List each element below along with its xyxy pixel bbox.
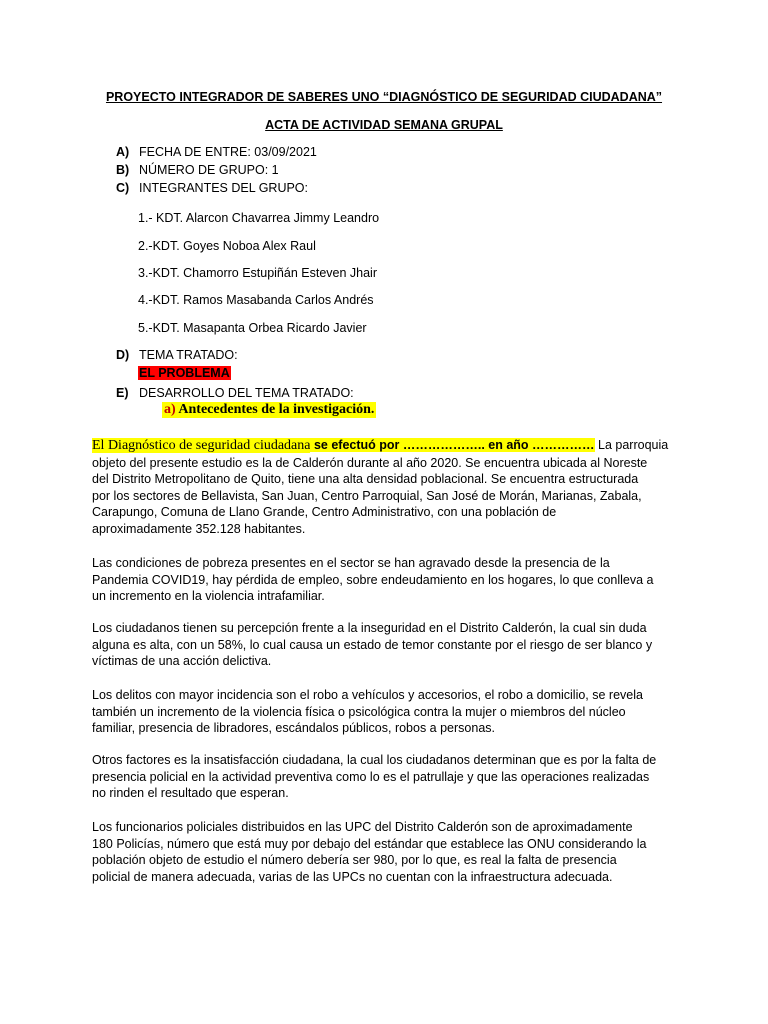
intro-lead-serif: El Diagnóstico de seguridad ciudadana: [92, 438, 311, 453]
member-item: 3.-KDT. Chamorro Estupiñán Esteven Jhair: [138, 266, 377, 280]
paragraph-line: policial de manera adecuada, varias de las UPCs no cuentan con la infraestructura adecuada.: [92, 869, 613, 884]
paragraph-line: víctimas de una acción delictiva.: [92, 654, 272, 668]
field-letter-c: C): [116, 181, 130, 195]
paragraph-line: población objeto de estudio el número debería ser 980, por lo que, es real la falta de presencia: [92, 853, 617, 867]
body-paragraph: [92, 555, 675, 605]
paragraph-line: familiar, presencia de libradores, escándalos públicos, robos a personas.: [92, 721, 496, 735]
subsection-title: Antecedentes de la investigación.: [178, 402, 375, 417]
intro-lead-bold: se efectuó por ……………….. en año ……………: [310, 438, 595, 452]
paragraph-line: 180 Policías, número que está muy por debajo del estándar que establece las ONU considerando la: [92, 836, 647, 851]
field-letter-e: E): [116, 386, 129, 400]
body-paragraph: [92, 687, 675, 737]
paragraph-line: Los ciudadanos tienen su percepción frente a la inseguridad en el Distrito Calderón, la cual sin duda: [92, 621, 647, 635]
field-letter-d: D): [116, 348, 130, 362]
intro-line: del Distrito Metropolitano de Quito, tiene una alta densidad poblacional. Se encuentra estructurada: [92, 472, 639, 486]
topic-value: EL PROBLEMA: [139, 366, 230, 380]
subsection-heading: [162, 402, 376, 418]
paragraph-line: Los funcionarios policiales distribuidos en las UPC del Distrito Calderón son de aproximadamente: [92, 820, 633, 834]
field-letter-b: B): [116, 163, 130, 177]
field-development-label: DESARROLLO DEL TEMA TRATADO:: [139, 386, 354, 400]
member-item: 1.- KDT. Alarcon Chavarrea Jimmy Leandro: [138, 211, 380, 225]
intro-line: aproximadamente 352.128 habitantes.: [92, 521, 306, 536]
paragraph-line: Las condiciones de pobreza presentes en el sector se han agravado desde la presencia de la: [92, 556, 610, 570]
intro-line: Carapungo, Comuna de Llano Grande, Centro Administrativo, con una población de: [92, 505, 557, 519]
field-letter-a: A): [116, 145, 130, 159]
body-paragraph: [92, 620, 675, 670]
document-subtitle: ACTA DE ACTIVIDAD SEMANA GRUPAL: [265, 118, 503, 132]
field-topic-label: TEMA TRATADO:: [139, 348, 238, 362]
paragraph-line: presencia policial en la actividad preventiva como lo es el patrullaje y que las operaciones realizadas: [92, 769, 650, 784]
member-item: 5.-KDT. Masapanta Orbea Ricardo Javier: [138, 321, 367, 335]
field-date: FECHA DE ENTRE: 03/09/2021: [139, 145, 317, 159]
body-paragraph: [92, 819, 675, 885]
paragraph-line: alguna es alta, con un 58%, lo cual causa un estado de temor constante por el riesgo de ser blanco y: [92, 637, 653, 652]
paragraph-line: también un incremento de la violencia física o psicológica contra la mujer o miembros del núcleo: [92, 704, 626, 719]
field-group-number: NÚMERO DE GRUPO: 1: [139, 163, 279, 177]
intro-line: La parroquia: [594, 438, 669, 452]
member-item: 2.-KDT. Goyes Noboa Alex Raul: [138, 239, 316, 253]
body-paragraph: [92, 752, 675, 802]
paragraph-line: un incremento en la violencia intrafamiliar.: [92, 589, 325, 603]
document-title: PROYECTO INTEGRADOR DE SABERES UNO “DIAGNÓSTICO DE SEGURIDAD CIUDADANA”: [105, 90, 663, 104]
member-item: 4.-KDT. Ramos Masabanda Carlos Andrés: [138, 293, 374, 307]
paragraph-line: Otros factores es la insatisfacción ciudadana, la cual los ciudadanos determinan que es por la falta de: [92, 753, 657, 767]
paragraph-line: Pandemia COVID19, hay pérdida de empleo, sobre endeudamiento en los hogares, lo que conlleva a: [92, 572, 654, 587]
intro-line: objeto del presente estudio es la de Calderón durante al año 2020. Se encuentra ubicada al Noreste: [92, 455, 648, 470]
paragraph-line: no rinden el resultado que esperan.: [92, 786, 289, 800]
subsection-letter: a): [164, 402, 176, 417]
intro-paragraph: [92, 437, 675, 537]
paragraph-line: Los delitos con mayor incidencia son el robo a vehículos y accesorios, el robo a domicilio, se revela: [92, 688, 643, 702]
field-members-label: INTEGRANTES DEL GRUPO:: [139, 181, 309, 195]
intro-line: por los sectores de Bellavista, San Juan, Centro Parroquial, San José de Morán, Marianas, Zabala,: [92, 488, 642, 503]
